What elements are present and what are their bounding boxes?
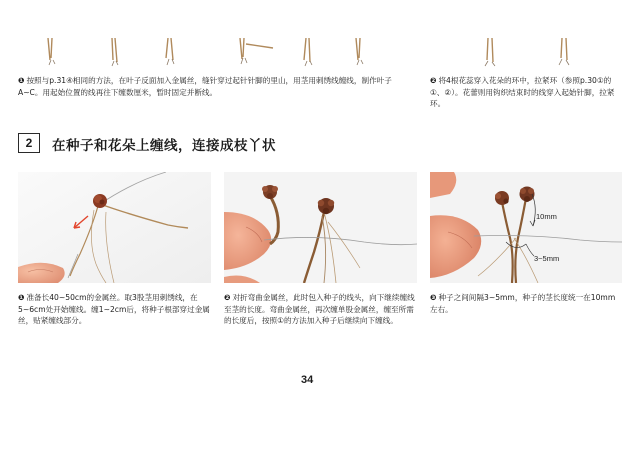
step3-caption <box>430 292 622 315</box>
step3-photo <box>430 172 622 283</box>
section-title: 在种子和花朵上缠线，连接成枝丫状 <box>52 138 276 154</box>
stem-length-label: 10mm <box>536 212 557 221</box>
step2-text: 对折弯曲金属丝，此时包入种子的线头，向下继续缠线至茎的长度。弯曲金属丝，再次缠单股金属丝，缠至所需的长度后，按照①的方法加入种子后继续向下缠线。 <box>224 293 415 326</box>
step2-caption <box>224 292 416 327</box>
section-number-box <box>18 133 40 153</box>
top-photo-right <box>430 38 622 68</box>
top-photo-left <box>18 38 401 68</box>
top-caption-left-text: 按照与p.31④相同的方法，在叶子反面加入金属丝，缝针穿过起针针脚的里山，用茎用刺绣线缠线，制作叶子A~C。用起始位置的线再往下缠数厘米，暂时固定并断线。 <box>18 76 392 97</box>
gap-label: 3~5mm <box>534 254 560 263</box>
step3-number: ❸ <box>430 293 437 302</box>
section-number: 2 <box>25 136 33 150</box>
step1-number: ❶ <box>18 293 25 302</box>
step1-photo <box>18 172 211 283</box>
step2-number: ❷ <box>224 293 231 302</box>
top-caption-right-number: ❷ <box>430 76 437 85</box>
step2-photo <box>224 172 417 283</box>
top-caption-left <box>18 75 403 98</box>
step1-caption <box>18 292 210 327</box>
top-caption-left-number: ❶ <box>18 76 25 85</box>
top-caption-right <box>430 75 622 110</box>
top-caption-right-text: 将4根花蕊穿入花朵的环中，拉紧环（参照p.30①的①、②）。花蕾则用钩织结束时的线穿入起始针脚，拉紧环。 <box>430 76 615 109</box>
step1-text: 准备长40~50cm的金属丝。取3股茎用刺绣线，在5~6cm处开始缠线。缠1~2cm后，将种子根部穿过金属丝，贴紧缠线部分。 <box>18 293 210 326</box>
step3-text: 种子之间间隔3~5mm，种子的茎长度统一在10mm左右。 <box>430 293 616 314</box>
page-number: 34 <box>301 374 314 386</box>
